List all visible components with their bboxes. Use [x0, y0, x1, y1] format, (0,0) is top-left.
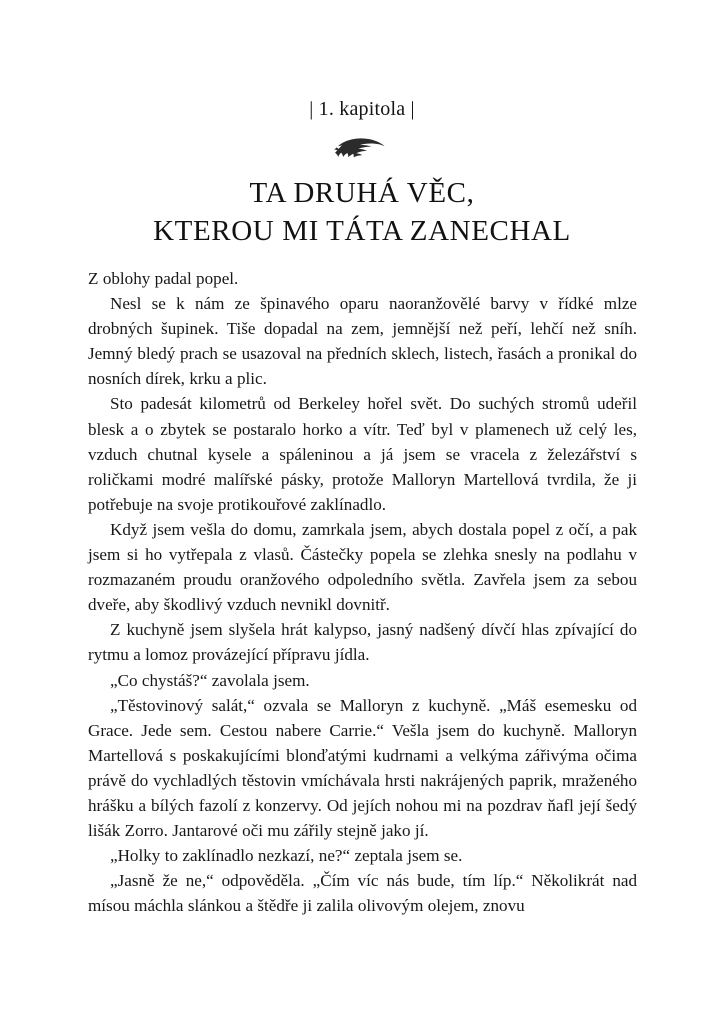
paragraph: Z kuchyně jsem slyšela hrát kalypso, jasný nadšený dívčí hlas zpívající do rytmu a lomoz provázející přípravu jídla.: [88, 620, 637, 665]
paragraph: Z oblohy padal popel.: [88, 269, 239, 288]
paragraph: Sto padesát kilometrů od Berkeley hořel svět. Do suchých stromů udeřil blesk a o zbytek se postaralo horko a vítr. Teď byl v plamenech už celý les, vzduch chutnal kysele a spáleninou a já jsem se vracela z železářství s roličkami modré malířské pásky, protože Malloryn Martellová tvrdila, že ji potřebuje na svoje protikouřové zaklínadlo.: [88, 394, 637, 514]
paragraph: „Holky to zaklínadlo nezkazí, ne?“ zeptala jsem se.: [110, 846, 463, 866]
paragraph: „Jasně že ne,“ odpověděla. „Čím víc nás bude, tím líp.“ Několikrát nad mísou máchla slánkou a štědře ji zalila olivovým olejem, znovu: [88, 871, 637, 916]
chapter-header: [0, 96, 724, 269]
chapter-title-line-1: TA DRUHÁ VĚC,: [249, 177, 475, 209]
chapter-label: | 1. kapitola |: [309, 98, 415, 120]
chapter-title-line-2: KTEROU MI TÁTA ZANECHAL: [153, 215, 571, 247]
paragraph: „Co chystáš?“ zavolala jsem.: [110, 670, 310, 690]
feather-ornament-icon: [0, 134, 724, 160]
paragraph: Když jsem vešla do domu, zamrkala jsem, abych dostala popel z očí, a pak jsem si ho vytřepala z vlasů. Částečky popela se zlehka snesly na podlahu v rozmazaném proudu oranžového odpoledního světla. Zavřela jsem za sebou dveře, aby škodlivý vzduch nevnikl dovnitř.: [88, 519, 637, 615]
page-title: [0, 174, 724, 250]
paragraph: „Těstovinový salát,“ ozvala se Malloryn z kuchyně. „Máš esemesku od Grace. Jede sem. Cestou nabere Carrie.“ Vešla jsem do kuchyně. Malloryn Martellová s poskakujícími blonďatými kudrnami a velkýma zářivýma očima právě do vychladlých těstovin vmíchávala hrsti nakrájených paprik, mraženého hrášku a bílých fazolí z konzervy. Od jejích nohou mi na pozdrav ňafl její šedý lišák Zorro. Jantarové oči mu zářily stejně jako jí.: [88, 695, 637, 841]
body-text: [88, 266, 637, 918]
paragraph: Nesl se k nám ze špinavého oparu naoranžovělé barvy v řídké mlze drobných šupinek. Tiše dopadal na zem, jemnější než peří, lehčí než sníh. Jemný bledý prach se usazoval na předních sklech, listech, řasách a pronikal do nosních dírek, krku a plic.: [88, 294, 637, 389]
